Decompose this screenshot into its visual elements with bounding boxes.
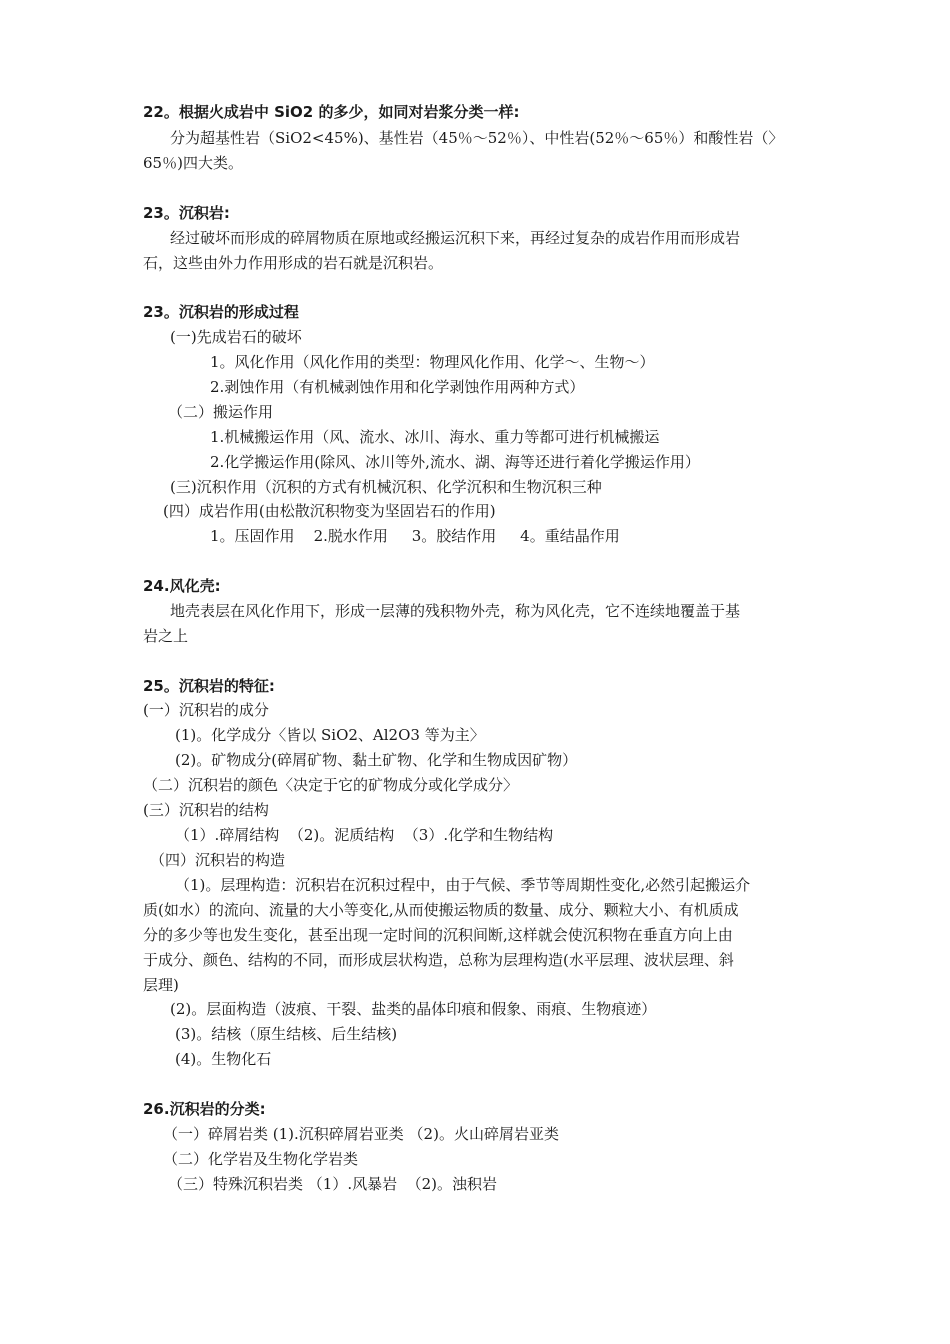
section-23-title: 23。沉积岩: xyxy=(143,204,230,222)
section-25-line-10: 分的多少等也发生变化，甚至出现一定时间的沉积间断,这样就会使沉积物在垂直方向上由 xyxy=(143,926,733,944)
section-24-line-2: 岩之上 xyxy=(143,627,189,645)
section-25-line-6: （1）.碎屑结构 （2)。泥质结构 （3）.化学和生物结构 xyxy=(175,826,554,844)
section-25-line-4: （二）沉积岩的颜色〈决定于它的矿物成分或化学成分〉 xyxy=(143,776,519,794)
section-23b-line-3: 2.剥蚀作用（有机械剥蚀作用和化学剥蚀作用两种方式） xyxy=(210,378,585,396)
section-23b-title: 23。沉积岩的形成过程 xyxy=(143,303,299,321)
section-23b-line-6: 2.化学搬运作用(除风、冰川等外,流水、湖、海等还进行着化学搬运作用） xyxy=(210,453,700,471)
section-23b-line-8: (四）成岩作用(由松散沉积物变为坚固岩石的作用) xyxy=(163,502,496,520)
section-25-line-7: （四）沉积岩的构造 xyxy=(150,851,286,869)
section-25-line-2: (1)。化学成分〈皆以 SiO2、Al2O3 等为主〉 xyxy=(175,726,485,744)
section-26-line-2: （二）化学岩及生物化学岩类 xyxy=(163,1150,359,1168)
section-23-line-1: 经过破坏而形成的碎屑物质在原地或经搬运沉积下来，再经过复杂的成岩作用而形成岩 xyxy=(170,229,741,247)
section-24-title: 24.风化壳: xyxy=(143,577,221,595)
section-25-line-13: (2)。层面构造（波痕、干裂、盐类的晶体印痕和假象、雨痕、生物痕迹） xyxy=(170,1000,657,1018)
section-23-line-2: 石，这些由外力作用形成的岩石就是沉积岩。 xyxy=(143,254,444,272)
section-22-title: 22。根据火成岩中 SiO2 的多少，如同对岩浆分类一样: xyxy=(143,103,520,121)
section-26-line-1: （一）碎屑岩类 (1).沉积碎屑岩亚类 （2)。火山碎屑岩亚类 xyxy=(163,1125,559,1143)
section-25-line-5: (三）沉积岩的结构 xyxy=(143,801,269,819)
section-23b-line-4: （二）搬运作用 xyxy=(168,403,274,421)
section-23b-line-2: 1。风化作用（风化作用的类型：物理风化作用、化学～、生物～） xyxy=(210,353,655,371)
section-25-line-15: (4)。生物化石 xyxy=(175,1050,272,1068)
section-23b-line-7: (三)沉积作用（沉积的方式有机械沉积、化学沉积和生物沉积三种 xyxy=(170,478,602,496)
section-23b-line-1: (一)先成岩石的破坏 xyxy=(170,328,302,346)
section-26-title: 26.沉积岩的分类: xyxy=(143,1100,266,1118)
section-22-line-1: 分为超基性岩（SiO2<45%)、基性岩（45％～52％）、中性岩(52％～65％）和酸性岩（〉 xyxy=(170,129,784,147)
section-22-line-2: 65％)四大类。 xyxy=(143,154,243,172)
section-23b-line-9: 1。压固作用 2.脱水作用 3。胶结作用 4。重结晶作用 xyxy=(210,527,620,545)
section-25-line-1: (一）沉积岩的成分 xyxy=(143,701,269,719)
section-25-line-3: (2)。矿物成分(碎屑矿物、黏土矿物、化学和生物成因矿物） xyxy=(175,751,578,769)
section-25-line-11: 于成分、颜色、结构的不同，而形成层状构造，总称为层理构造(水平层理、波状层理、斜 xyxy=(143,951,734,969)
section-25-title: 25。沉积岩的特征: xyxy=(143,677,275,695)
section-25-line-12: 层理) xyxy=(143,976,179,994)
section-23b-line-5: 1.机械搬运作用（风、流水、冰川、海水、重力等都可进行机械搬运 xyxy=(210,428,660,446)
section-25-line-9: 质(如水）的流向、流量的大小等变化,从而使搬运物质的数量、成分、颗粒大小、有机质成 xyxy=(143,901,739,919)
section-24-line-1: 地壳表层在风化作用下，形成一层薄的残积物外壳，称为风化壳，它不连续地覆盖于基 xyxy=(170,602,741,620)
section-25-line-14: (3)。结核（原生结核、后生结核) xyxy=(175,1025,398,1043)
section-25-line-8: （1)。层理构造：沉积岩在沉积过程中，由于气候、季节等周期性变化,必然引起搬运介 xyxy=(175,876,751,894)
section-26-line-3: （三）特殊沉积岩类 （1）.风暴岩 （2)。浊积岩 xyxy=(168,1175,498,1193)
